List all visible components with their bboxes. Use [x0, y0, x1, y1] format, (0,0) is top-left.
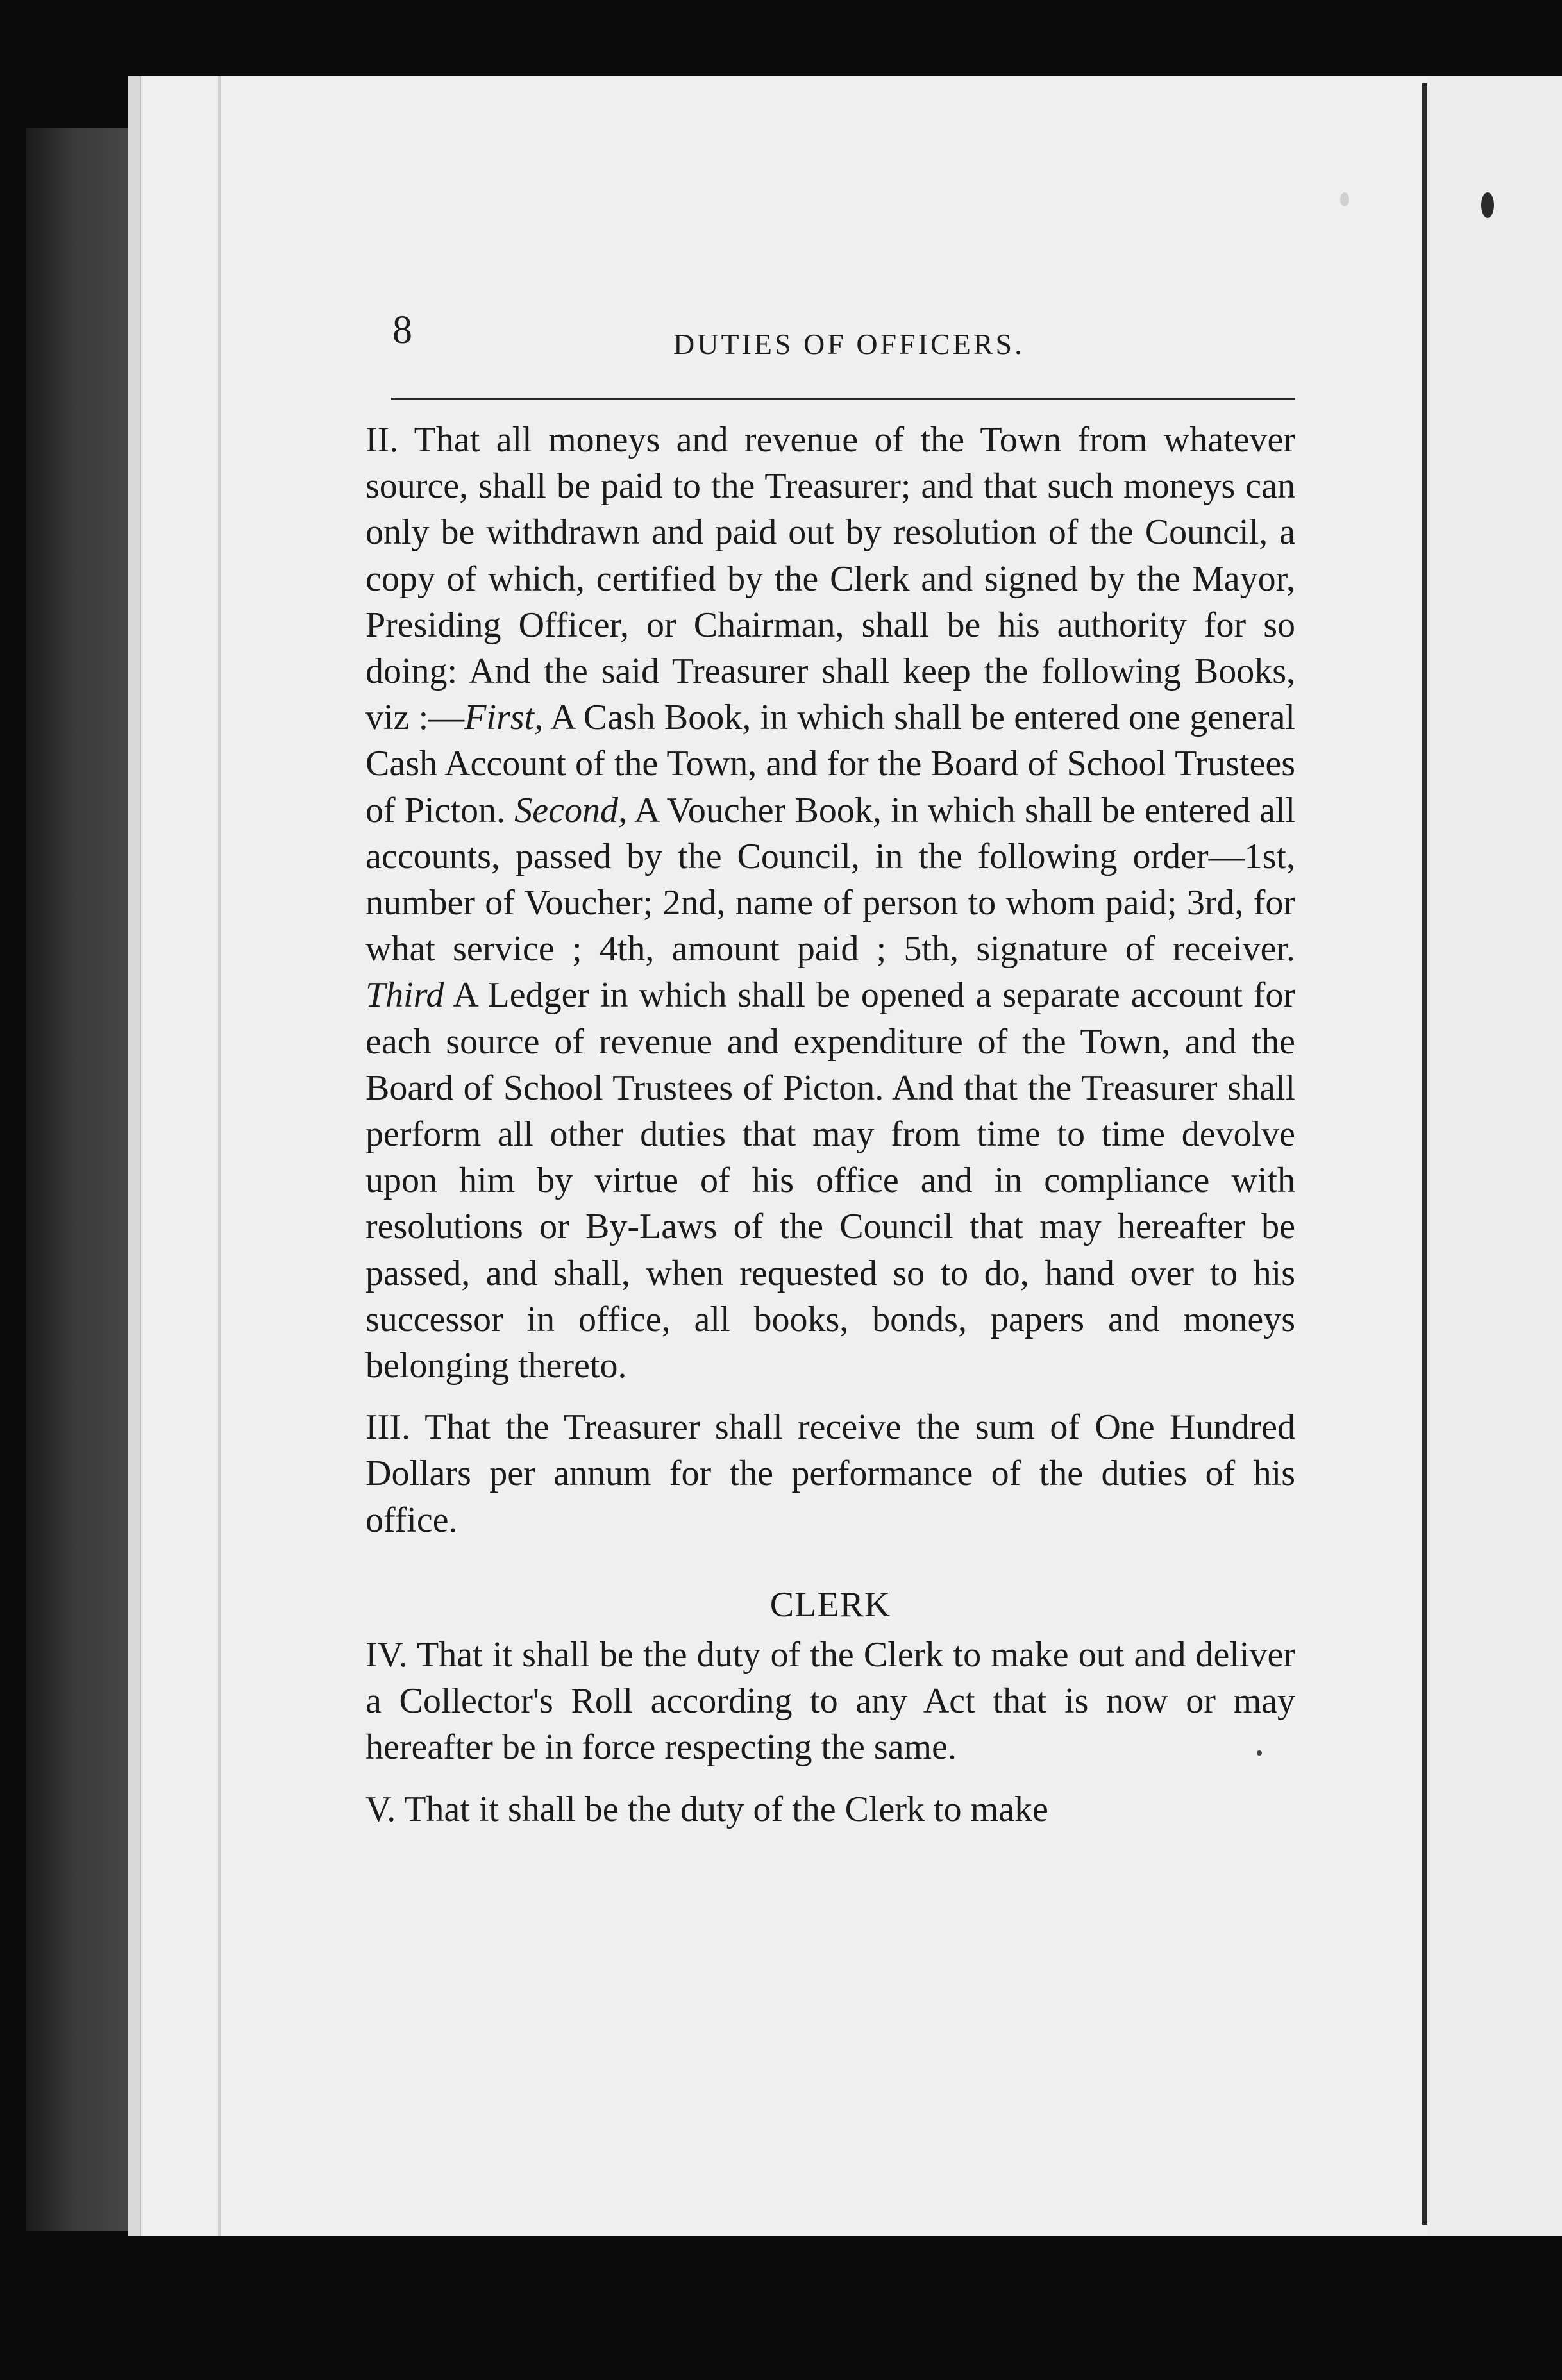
page-edge — [128, 76, 141, 2236]
paragraph-iv: IV. That it shall be the duty of the Clerk to make out and deliver a Collector's Roll according to any Act that is now or may hereafter be in force respecting the same. — [365, 1635, 1295, 1768]
ink-speck — [1481, 192, 1494, 218]
page-edge-line — [218, 76, 221, 2236]
italic-run: Second, — [514, 790, 627, 830]
text-run: A Ledger in which shall be opened a separate account for each source of revenue and expenditure of the Town, and the Board of School Trustees of Picton. And that the Treasurer shall perform all other duties that may from time to time devolve upon him by virtue of his office and in compliance with resolutions or By-Laws of the Council that may hereafter be passed, and shall, when requested so to do, hand over to his successor in office, all books, bonds, papers and moneys belonging thereto. — [365, 975, 1295, 1386]
paragraph-v: V. That it shall be the duty of the Clerk to make — [365, 1789, 1048, 1829]
section-heading-clerk: CLERK — [769, 1584, 891, 1625]
paragraph-ii — [365, 417, 1295, 1389]
running-title: DUTIES OF OFFICERS. — [673, 328, 1025, 360]
italic-run: First, — [464, 698, 544, 738]
right-margin-rule — [1422, 83, 1427, 2225]
body-text — [365, 417, 1295, 1832]
text-run: A Voucher Book, in which shall be entered all accounts, passed by the Council, in the following order—1st, number of Voucher; 2nd, name of person to whom paid; 3rd, for what service ; 4th, amount paid ; 5th, signature of receiver. — [365, 790, 1296, 969]
ink-speck — [1340, 192, 1349, 206]
paragraph-iii: III. That the Treasurer shall receive the sum of One Hundred Dollars per annum for the performance of the duties of his office. — [365, 1407, 1295, 1540]
header-rule — [391, 398, 1295, 400]
text-run: A Cash Book, in which shall be entered one general Cash Account of the Town, and for the Board of School Trustees of Picton. — [365, 698, 1295, 830]
page-number: 8 — [392, 308, 412, 352]
text-run: II. That all moneys and revenue of the Town from whatever source, shall be paid to the Treasurer; and that such moneys can only be withdrawn and paid out by resolution of the Council, a copy of which, certified by the Clerk and signed by the Mayor, Presiding Officer, or Chairman, shall be his authority for so doing: And the said Treasurer shall keep the following Books, viz :— — [365, 420, 1295, 738]
italic-run: Third — [365, 975, 444, 1016]
right-margin-strip — [1427, 76, 1562, 2236]
